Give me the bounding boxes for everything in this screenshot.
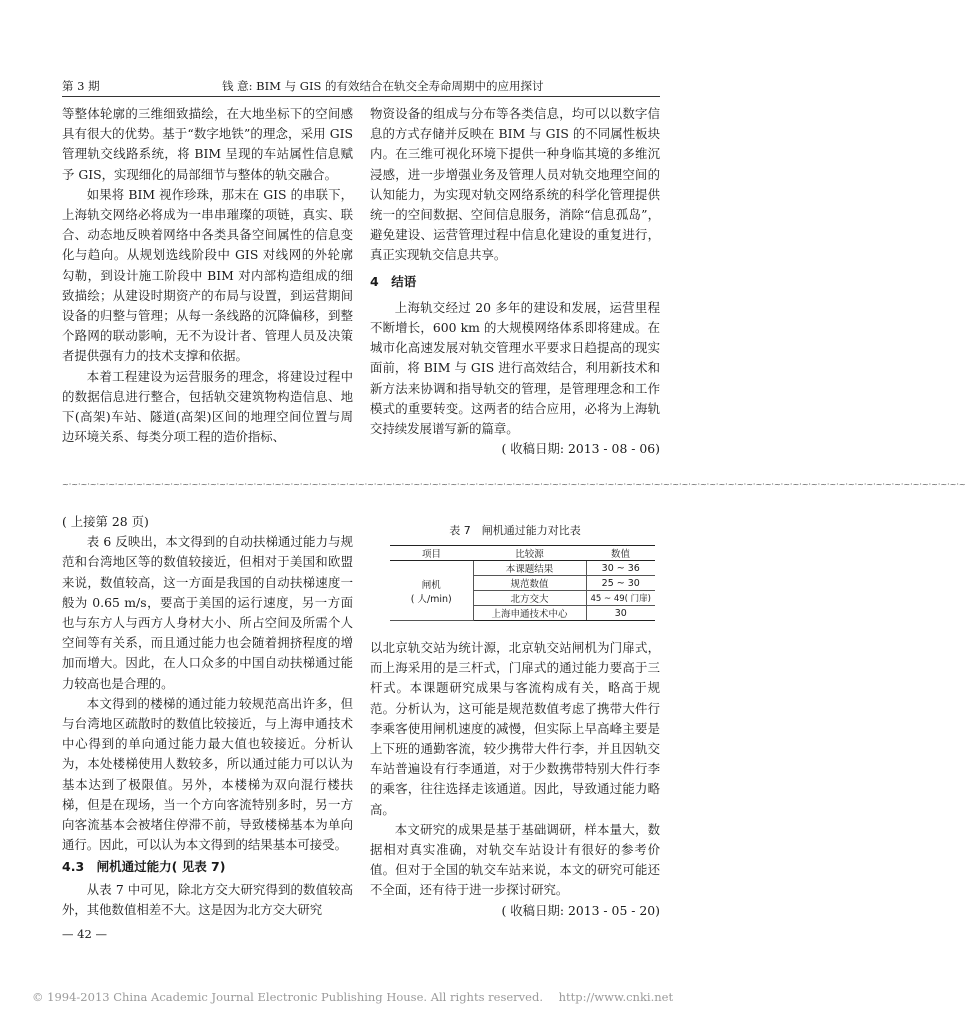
table-header: 项目 (390, 546, 473, 561)
section-heading: 4 结语 (370, 273, 417, 289)
table-row (390, 561, 655, 576)
copyright-text: © 1994-2013 China Academic Journal Electronic Publishing House. All rights reserved. (32, 990, 543, 1004)
paragraph: 表 6 反映出，本文得到的自动扶梯通过能力与规范和台湾地区等的数值较接近，但相对于美国和欧盟来说，数值较高，这一方面是我国的自动扶梯速度一般为 0.65 m/s，要高于美国的运行速度，另一方面也与东方人与西方人身材大小、所占空间及所需个人空间等有关系，而且通过能力也会随着拥挤程度的增加而增大。因此，在人口众多的中国自动扶梯通过能力较高也是合理的。 (62, 534, 353, 691)
table-header: 比较源 (473, 546, 586, 561)
continued-note: ( 上接第 28 页) (62, 514, 149, 529)
table-header: 数值 (586, 546, 655, 561)
received-date: ( 收稿日期: 2013 - 08 - 06) (501, 441, 660, 457)
upper-right-column (370, 104, 660, 459)
paragraph: 从表 7 中可见，除北方交大研究得到的数值较高外，其他数值相差不大。这是因为北方交大研究 (62, 881, 353, 917)
cnki-link[interactable]: http://www.cnki.net (558, 990, 674, 1004)
value-cell: 25 ~ 30 (586, 576, 655, 591)
source-cell: 上海申通技术中心 (473, 606, 586, 621)
paragraph: 物资设备的组成与分布等各类信息，均可以以数字信息的方式存储并反映在 BIM 与 GIS 的不同属性板块内。在三维可视化环境下提供一种身临其境的多维沉浸感，进一步增强业务及管理人员对轨交地理空间的认知能力，为实现对轨交网络系统的科学化管理提供统一的空间数据、空间信息服务，消除“信息孤岛”，避免建设、运营管理过程中信息化建设的重复进行，真正实现轨交信息共享。 (370, 106, 660, 263)
copyright-footer (32, 990, 673, 1004)
value-cell: 45 ~ 49( 门扉) (586, 591, 655, 606)
conclusion-paragraph: 上海轨交经过 20 多年的建设和发展，运营里程不断增长，600 km 的大规模网络体系即将建成。在城市化高速发展对轨交管理水平要求日趋提高的现实面前，将 BIM 与 GIS 进行高效结合，利用新技术和新方法来协调和指导轨交的管理，是管理理念和工作模式的重要转变。这两者的结合应用，必将为上海轨交持续发展谱写新的篇章。 (370, 299, 660, 437)
paragraph: 如果将 BIM 视作珍珠，那末在 GIS 的串联下，上海轨交网络必将成为一串串璀璨的项链，真实、联合、动态地反映着网络中各类具备空间属性的信息变化与趋向。从规划选线阶段中 GIS 对线网的外轮廓勾勒，到设计施工阶段中 BIM 对内部构造组成的细致描绘；从建设时期资产的布局与设置，到运营期间设备的归整与管理；从每一条线路的沉降偏移，到整个路网的联动影响，无不为设计者、管理人员及决策者提供强有力的技术支撑和依据。 (62, 186, 353, 364)
comparison-table (390, 545, 655, 621)
table-7 (370, 522, 660, 621)
item-unit: ( 人/min) (410, 593, 452, 605)
paragraph: 本文研究的成果是基于基础调研，样本量大，数据相对真实准确，对轨交车站设计有很好的参考价值。但对于全国的轨交车站来说，本文的研究可能还不全面，还有待于进一步探讨研究。 (370, 821, 660, 898)
paragraph: 等整体轮廓的三维细致描绘，在大地坐标下的空间感具有很大的优势。基于“数字地铁”的理念，采用 GIS 管理轨交线路系统，将 BIM 呈现的车站属性信息赋予 GIS，实现细化的局部细节与整体的轨交融合。 (62, 106, 353, 182)
source-cell: 北方交大 (473, 591, 586, 606)
article-separator: ~·~·~·~·~·~·~·~·~·~·~·~·~·~·~·~·~·~·~·~·~·~·~·~·~·~·~·~·~·~·~·~·~·~·~·~·~·~·~·~·~·~·~·~·~·~·~·~·~·~·~·~·~·~·~·~·~·~·~·~·~·~·~·~·~·~·~·~·~·~·~·~·~·~·~·~·~·~·~·~·~·~·~·~·~·~·~·~·~·~·~·~·~·~·~·~·~·~ (62, 480, 966, 489)
paragraph: 本着工程建设为运营服务的理念，将建设过程中的数据信息进行整合，包括轨交建筑物构造信息、地下(高架)车站、隧道(高架)区间的地理空间位置与周边环境关系、每类分项工程的造价指标、 (62, 368, 353, 445)
item-label: 闸机 (421, 579, 441, 591)
running-title: 钱 意: BIM 与 GIS 的有效结合在轨交全寿命周期中的应用探讨 (222, 79, 544, 93)
page-number: — 42 — (62, 927, 107, 942)
table-caption: 表 7 闸机通过能力对比表 (449, 524, 581, 537)
lower-left-column (62, 512, 353, 944)
value-cell: 30 (586, 606, 655, 621)
source-cell: 本课题结果 (473, 561, 586, 576)
issue-number: 第 3 期 (62, 79, 100, 93)
lower-right-column (370, 638, 660, 921)
value-cell: 30 ~ 36 (586, 561, 655, 576)
received-date: ( 收稿日期: 2013 - 05 - 20) (501, 902, 660, 918)
paragraph: 以北京轨交站为统计源，北京轨交站闸机为门扉式，而上海采用的是三杆式，门扉式的通过能力要高于三杆式。本课题研究成果与客流构成有关，略高于规范。分析认为，这可能是规范数值考虑了携带大件行李乘客使用闸机速度的减慢，但实际上早高峰主要是上下班的通勤客流，较少携带大件行李，并且因轨交车站普遍设有行李通道，对于少数携带特别大件行李的乘客，往往选择走该通道。因此，导致通过能力略高。 (370, 640, 660, 817)
upper-left-column (62, 104, 353, 447)
item-cell (390, 561, 473, 621)
header-rule (62, 96, 660, 97)
source-cell: 规范数值 (473, 576, 586, 591)
paragraph: 本文得到的楼梯的通过能力较规范高出许多，但与台湾地区疏散时的数值比较接近，与上海申通技术中心得到的单向通过能力最大值也较接近。分析认为，本处楼梯使用人数较多，所以通过能力可以认为基本达到了极限值。另外，本楼梯为双向混行楼扶梯，但是在现场，当一个方向客流特别多时，另一方向客流基本会被堵住停滞不前，导致楼梯基本为单向通行。因此，可以认为本文得到的结果基本可接受。 (62, 695, 353, 853)
subsection-heading: 4.3 闸机通过能力( 见表 7) (62, 859, 226, 875)
